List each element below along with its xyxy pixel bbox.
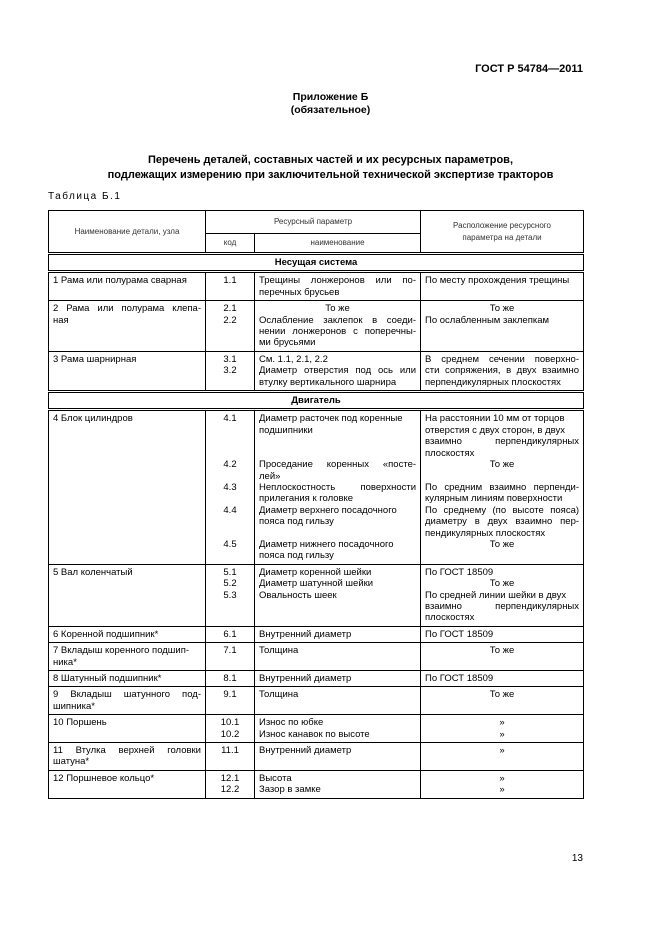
code: 10.2 xyxy=(220,728,240,740)
text-line: ми брусьями xyxy=(259,337,316,349)
table-row xyxy=(49,351,584,391)
section-title: Двигатель xyxy=(49,392,584,410)
text-line: подшипники xyxy=(259,424,313,436)
ditto-mark: » xyxy=(499,728,505,740)
location-cell xyxy=(421,301,584,352)
part-cell xyxy=(49,301,206,352)
table-row xyxy=(49,743,584,771)
text-line: В среднем сечении поверхно- xyxy=(425,353,580,365)
text-line: 11 Втулка верхней головки xyxy=(53,745,201,757)
text-line: Диаметр верхнего посадочного xyxy=(259,504,397,516)
annex-title: Приложение Б xyxy=(292,91,369,103)
text-line: То же xyxy=(489,459,515,471)
text-line: ная xyxy=(53,314,69,326)
table-row xyxy=(49,564,584,626)
code: 12.2 xyxy=(220,784,240,796)
location-cell: То же xyxy=(421,643,584,671)
text-line: Диаметр расточек под коренные xyxy=(259,413,403,425)
section-title: Несущая система xyxy=(49,254,584,272)
location-cell xyxy=(421,351,584,391)
code: 5.3 xyxy=(223,589,237,601)
location-cell: По ГОСТ 18509 xyxy=(421,626,584,642)
table-row xyxy=(49,643,584,671)
table-row xyxy=(49,301,584,352)
text-line: Диаметр отверстия под ось или xyxy=(259,365,417,377)
code-cell: 11.1 xyxy=(206,743,255,771)
location-cell xyxy=(421,770,584,798)
text-line: диаметру в двух взаимно пер- xyxy=(425,516,580,528)
text-line: То же xyxy=(489,538,515,550)
code: 4.2 xyxy=(223,459,237,471)
code-cell: 6.1 xyxy=(206,626,255,642)
param-cell: Внутренний диаметр xyxy=(255,743,421,771)
param-cell: Внутренний диаметр xyxy=(255,626,421,642)
code: 4.3 xyxy=(223,481,237,493)
param-cell: Толщина xyxy=(255,687,421,715)
part-cell xyxy=(49,643,206,671)
text-line: Трещины лонжеронов или по- xyxy=(259,275,417,287)
code-cell: 8.1 xyxy=(206,671,255,687)
part-cell: 5 Вал коленчатый xyxy=(49,564,206,626)
code-cell: 1.1 xyxy=(206,272,255,301)
text-line: Диаметр шатунной шейки xyxy=(259,578,374,590)
header-row xyxy=(49,211,584,234)
section-row xyxy=(49,254,584,272)
code-cell xyxy=(206,770,255,798)
param-cell xyxy=(255,410,421,564)
text-line: сти сопряжения, в двух взаимно xyxy=(425,365,580,377)
code: 3.2 xyxy=(223,365,237,377)
location-header-line: Расположение ресурсного xyxy=(453,221,551,231)
code: 4.1 xyxy=(223,413,237,425)
param-cell xyxy=(255,770,421,798)
param-cell xyxy=(255,564,421,626)
title-line-1: Перечень деталей, составных частей и их ресурсных параметров, xyxy=(147,154,514,166)
part-cell xyxy=(49,743,206,771)
text-line: Неплоскостность поверхности xyxy=(259,481,417,493)
part-cell xyxy=(49,687,206,715)
document-title xyxy=(0,153,661,183)
page-number: 13 xyxy=(571,853,583,864)
table-row xyxy=(49,410,584,564)
part-cell: 10 Поршень xyxy=(49,715,206,743)
code: 4.4 xyxy=(223,504,237,516)
table-row xyxy=(49,715,584,743)
text-line: Износ канавок по высоте xyxy=(259,728,370,740)
text-line: По средней линии шейки в двух xyxy=(425,589,567,601)
code-cell xyxy=(206,301,255,352)
text-line: То же xyxy=(325,303,350,315)
param-cell xyxy=(255,301,421,352)
text-line: 2 Рама или полурама клепа- xyxy=(53,303,201,315)
code: 3.1 xyxy=(223,353,237,365)
text-line: Проседание коренных «посте- xyxy=(259,459,417,471)
text-line: плоскостях xyxy=(425,612,475,624)
table-row xyxy=(49,671,584,687)
code: 4.5 xyxy=(223,538,237,550)
location-cell: » xyxy=(421,743,584,771)
col-header-name: наименование xyxy=(255,233,421,253)
text-line: Зазор в замке xyxy=(259,784,321,796)
text-line: пояса под гильзу xyxy=(259,550,334,562)
part-cell: 4 Блок цилиндров xyxy=(49,410,206,564)
annex-status: (обязательное) xyxy=(290,104,371,116)
location-cell: То же xyxy=(421,687,584,715)
location-header-line: параметра на детали xyxy=(462,232,542,242)
code-cell xyxy=(206,351,255,391)
code: 5.2 xyxy=(223,578,237,590)
text-line: отверстия с двух сторон, в двух xyxy=(425,424,565,436)
text-line: Ослабление заклепок в соеди- xyxy=(259,314,417,326)
text-line: На расстоянии 10 мм от торцов xyxy=(425,413,565,425)
text-line: плоскостях xyxy=(425,447,475,459)
text-line: 7 Вкладыш коренного подшип- xyxy=(53,645,190,657)
text-line: кулярным линиям поверхности xyxy=(425,493,563,505)
part-cell: 1 Рама или полурама сварная xyxy=(49,272,206,301)
text-line: 9 Вкладыш шатунного под- xyxy=(53,689,201,701)
text-line: перпендикулярных плоскостях xyxy=(425,376,561,388)
text-line: лей» xyxy=(259,470,281,482)
location-cell: По ГОСТ 18509 xyxy=(421,671,584,687)
title-line-2: подлежащих измерению при заключительной технической экспертизе тракторов xyxy=(107,169,554,181)
text-line: шатуна* xyxy=(53,756,90,768)
text-line: Износ по юбке xyxy=(259,717,324,729)
text-line: пояса под гильзу xyxy=(259,516,334,528)
text-line: См. 1.1, 2.1, 2.2 xyxy=(259,353,328,365)
table-label: Таблица Б.1 xyxy=(48,191,122,202)
code-cell xyxy=(206,715,255,743)
text-line: По ослабленным заклепкам xyxy=(425,314,550,326)
text-line: пендикулярных плоскостях xyxy=(425,527,546,539)
location-cell: По месту прохождения трещины xyxy=(421,272,584,301)
annex-heading xyxy=(0,91,661,117)
code-cell xyxy=(206,410,255,564)
table-row xyxy=(49,770,584,798)
text-line: Овальность шеек xyxy=(259,589,337,601)
parts-table xyxy=(48,210,584,799)
code: 2.2 xyxy=(223,314,237,326)
ditto-mark: » xyxy=(499,784,505,796)
section-row xyxy=(49,392,584,410)
table-row xyxy=(49,687,584,715)
text-line: По средним взаимно перпенди- xyxy=(425,481,580,493)
col-header-location xyxy=(421,211,584,254)
param-cell xyxy=(255,272,421,301)
code-cell: 7.1 xyxy=(206,643,255,671)
param-cell: Толщина xyxy=(255,643,421,671)
col-header-part: Наименование детали, узла xyxy=(49,211,206,254)
text-line: ника* xyxy=(53,656,77,668)
ditto-mark: » xyxy=(499,717,505,729)
text-line: взаимно перпендикулярных xyxy=(425,436,580,448)
text-line: То же xyxy=(489,303,515,315)
text-line: взаимно перпендикулярных xyxy=(425,600,580,612)
table-row xyxy=(49,626,584,642)
part-cell: 8 Шатунный подшипник* xyxy=(49,671,206,687)
location-cell xyxy=(421,715,584,743)
text-line: Диаметр коренной шейки xyxy=(259,566,372,578)
text-line: нении лонжеронов с поперечны- xyxy=(259,326,417,338)
text-line: шипника* xyxy=(53,700,95,712)
standard-code: ГОСТ Р 54784—2011 xyxy=(475,63,583,75)
code: 2.1 xyxy=(223,303,237,315)
location-cell xyxy=(421,410,584,564)
param-cell xyxy=(255,351,421,391)
col-header-resource: Ресурсный параметр xyxy=(206,211,421,234)
location-cell xyxy=(421,564,584,626)
param-cell xyxy=(255,715,421,743)
table-row xyxy=(49,272,584,301)
code: 10.1 xyxy=(220,717,240,729)
code: 5.1 xyxy=(223,566,237,578)
part-cell: 3 Рама шарнирная xyxy=(49,351,206,391)
param-cell: Внутренний диаметр xyxy=(255,671,421,687)
code-cell: 9.1 xyxy=(206,687,255,715)
text-line: Диаметр нижнего посадочного xyxy=(259,538,394,550)
ditto-mark: » xyxy=(499,772,505,784)
text-line: прилегания к головке xyxy=(259,493,354,505)
text-line: По ГОСТ 18509 xyxy=(425,566,494,578)
part-cell: 6 Коренной подшипник* xyxy=(49,626,206,642)
code: 12.1 xyxy=(220,772,240,784)
part-cell: 12 Поршневое кольцо* xyxy=(49,770,206,798)
text-line: То же xyxy=(489,578,515,590)
code-cell xyxy=(206,564,255,626)
text-line: втулку вертикального шарнира xyxy=(259,376,397,388)
text-line: По среднему (по высоте пояса) xyxy=(425,504,580,516)
text-line: перечных брусьев xyxy=(259,286,340,298)
col-header-code: код xyxy=(206,233,255,253)
text-line: Высота xyxy=(259,772,292,784)
